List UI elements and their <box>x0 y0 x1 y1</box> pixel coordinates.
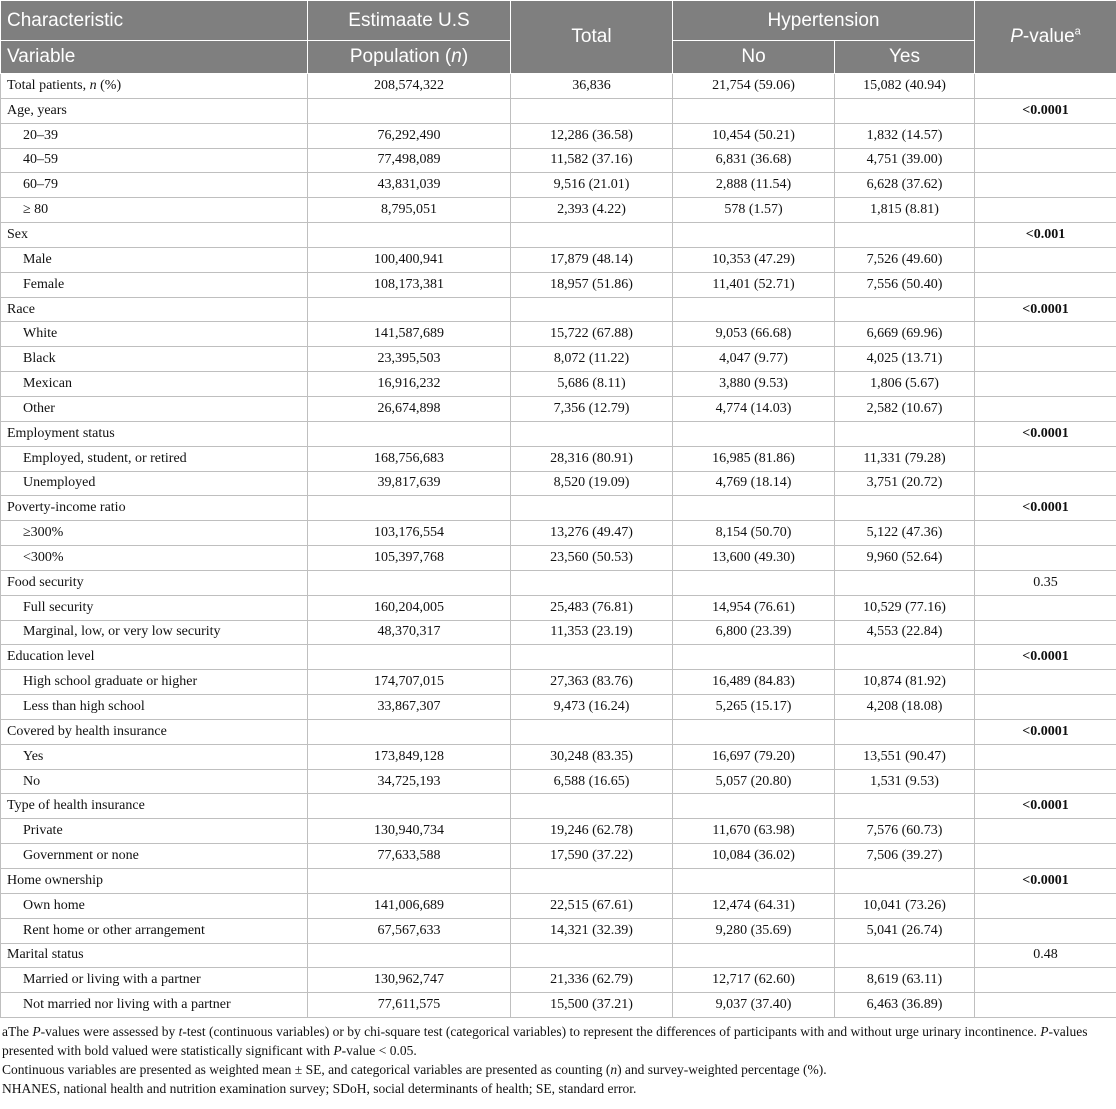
cell-no <box>673 297 835 322</box>
cell-pvalue <box>975 198 1116 223</box>
cell-pvalue <box>975 769 1116 794</box>
cell-total: 5,686 (8.11) <box>511 372 673 397</box>
cell-yes: 1,531 (9.53) <box>835 769 975 794</box>
cell-total: 2,393 (4.22) <box>511 198 673 223</box>
cell-no <box>673 98 835 123</box>
cell-total <box>511 645 673 670</box>
cell-pvalue <box>975 74 1116 99</box>
cell-no: 11,670 (63.98) <box>673 819 835 844</box>
cell-total: 11,582 (37.16) <box>511 148 673 173</box>
table-row <box>1 173 1116 198</box>
table-row <box>1 819 1116 844</box>
cell-pvalue: 0.35 <box>975 570 1116 595</box>
row-label: Yes <box>1 744 308 769</box>
cell-total: 23,560 (50.53) <box>511 546 673 571</box>
table-row <box>1 347 1116 372</box>
cell-yes <box>835 645 975 670</box>
row-label: Own home <box>1 893 308 918</box>
cell-no <box>673 794 835 819</box>
cell-population: 108,173,381 <box>308 272 511 297</box>
cell-pvalue: <0.0001 <box>975 794 1116 819</box>
cell-population: 103,176,554 <box>308 521 511 546</box>
cell-population: 100,400,941 <box>308 247 511 272</box>
cell-population: 34,725,193 <box>308 769 511 794</box>
cell-yes: 6,669 (69.96) <box>835 322 975 347</box>
cell-no: 10,084 (36.02) <box>673 844 835 869</box>
row-label: Employed, student, or retired <box>1 446 308 471</box>
cell-yes: 3,751 (20.72) <box>835 471 975 496</box>
cell-no: 11,401 (52.71) <box>673 272 835 297</box>
cell-pvalue: <0.0001 <box>975 645 1116 670</box>
cell-population <box>308 719 511 744</box>
row-label: High school graduate or higher <box>1 670 308 695</box>
row-label: Full security <box>1 595 308 620</box>
cell-yes: 11,331 (79.28) <box>835 446 975 471</box>
table-row <box>1 918 1116 943</box>
table-row <box>1 744 1116 769</box>
row-label: Age, years <box>1 98 308 123</box>
cell-pvalue: <0.001 <box>975 223 1116 248</box>
cell-total: 7,356 (12.79) <box>511 396 673 421</box>
cell-no: 9,037 (37.40) <box>673 993 835 1018</box>
cell-total <box>511 421 673 446</box>
cell-yes: 6,463 (36.89) <box>835 993 975 1018</box>
cell-pvalue: <0.0001 <box>975 98 1116 123</box>
header-variable: Variable <box>1 41 308 74</box>
cell-pvalue <box>975 918 1116 943</box>
header-no: No <box>673 41 835 74</box>
cell-no: 4,774 (14.03) <box>673 396 835 421</box>
row-label: Home ownership <box>1 869 308 894</box>
cell-population: 105,397,768 <box>308 546 511 571</box>
table-row <box>1 695 1116 720</box>
cell-total: 13,276 (49.47) <box>511 521 673 546</box>
row-label: Not married nor living with a partner <box>1 993 308 1018</box>
table-row <box>1 123 1116 148</box>
cell-no: 3,880 (9.53) <box>673 372 835 397</box>
cell-population: 43,831,039 <box>308 173 511 198</box>
header-pvalue-sup: a <box>1074 25 1081 38</box>
cell-population: 33,867,307 <box>308 695 511 720</box>
header-pvalue-p: P <box>1010 26 1023 47</box>
row-label: ≥ 80 <box>1 198 308 223</box>
cell-no <box>673 421 835 446</box>
row-label: Female <box>1 272 308 297</box>
cell-population <box>308 98 511 123</box>
cell-pvalue <box>975 471 1116 496</box>
cell-population: 130,940,734 <box>308 819 511 844</box>
cell-yes: 10,041 (73.26) <box>835 893 975 918</box>
table-row <box>1 670 1116 695</box>
cell-pvalue <box>975 347 1116 372</box>
cell-total: 28,316 (80.91) <box>511 446 673 471</box>
cell-yes: 4,208 (18.08) <box>835 695 975 720</box>
cell-total: 17,879 (48.14) <box>511 247 673 272</box>
cell-total <box>511 719 673 744</box>
cell-yes <box>835 496 975 521</box>
row-label: No <box>1 769 308 794</box>
cell-total: 17,590 (37.22) <box>511 844 673 869</box>
row-label: 20–39 <box>1 123 308 148</box>
cell-total: 18,957 (51.86) <box>511 272 673 297</box>
row-label: Food security <box>1 570 308 595</box>
table-row-category <box>1 570 1116 595</box>
table-row-category <box>1 74 1116 99</box>
cell-total <box>511 223 673 248</box>
table-row <box>1 272 1116 297</box>
cell-total <box>511 794 673 819</box>
cell-no <box>673 645 835 670</box>
row-label: Married or living with a partner <box>1 968 308 993</box>
row-label: 60–79 <box>1 173 308 198</box>
cell-pvalue: <0.0001 <box>975 421 1116 446</box>
cell-pvalue <box>975 372 1116 397</box>
cell-no <box>673 570 835 595</box>
cell-population <box>308 496 511 521</box>
cell-pvalue <box>975 993 1116 1018</box>
row-label: Education level <box>1 645 308 670</box>
cell-no: 16,985 (81.86) <box>673 446 835 471</box>
cell-pvalue <box>975 670 1116 695</box>
cell-pvalue <box>975 247 1116 272</box>
cell-total: 15,722 (67.88) <box>511 322 673 347</box>
cell-total: 9,516 (21.01) <box>511 173 673 198</box>
cell-pvalue <box>975 521 1116 546</box>
cell-no: 21,754 (59.06) <box>673 74 835 99</box>
cell-population: 130,962,747 <box>308 968 511 993</box>
cell-population: 16,916,232 <box>308 372 511 397</box>
cell-no: 5,057 (20.80) <box>673 769 835 794</box>
cell-population <box>308 943 511 968</box>
cell-pvalue <box>975 595 1116 620</box>
cell-pvalue <box>975 446 1116 471</box>
table-row <box>1 595 1116 620</box>
cell-pvalue <box>975 546 1116 571</box>
cell-yes: 5,041 (26.74) <box>835 918 975 943</box>
cell-no <box>673 719 835 744</box>
table-row-category <box>1 645 1116 670</box>
cell-yes: 4,025 (13.71) <box>835 347 975 372</box>
cell-yes <box>835 570 975 595</box>
cell-population: 8,795,051 <box>308 198 511 223</box>
cell-pvalue: <0.0001 <box>975 496 1116 521</box>
cell-population: 160,204,005 <box>308 595 511 620</box>
row-label: Male <box>1 247 308 272</box>
row-label: Race <box>1 297 308 322</box>
cell-pvalue: 0.48 <box>975 943 1116 968</box>
cell-population: 23,395,503 <box>308 347 511 372</box>
cell-population: 67,567,633 <box>308 918 511 943</box>
row-label: Rent home or other arrangement <box>1 918 308 943</box>
row-label: Marital status <box>1 943 308 968</box>
cell-yes: 1,832 (14.57) <box>835 123 975 148</box>
cell-pvalue <box>975 844 1116 869</box>
cell-population: 77,498,089 <box>308 148 511 173</box>
cell-no: 6,831 (36.68) <box>673 148 835 173</box>
table-row-category <box>1 496 1116 521</box>
cell-population: 76,292,490 <box>308 123 511 148</box>
cell-population: 77,633,588 <box>308 844 511 869</box>
cell-yes: 7,526 (49.60) <box>835 247 975 272</box>
table-row <box>1 396 1116 421</box>
cell-no: 13,600 (49.30) <box>673 546 835 571</box>
cell-total: 36,836 <box>511 74 673 99</box>
cell-total <box>511 943 673 968</box>
cell-yes <box>835 98 975 123</box>
cell-population: 141,587,689 <box>308 322 511 347</box>
row-label: Poverty-income ratio <box>1 496 308 521</box>
cell-pvalue <box>975 123 1116 148</box>
table-body <box>1 74 1116 1018</box>
table-row <box>1 620 1116 645</box>
table-footnotes <box>0 1018 1114 1098</box>
cell-yes: 6,628 (37.62) <box>835 173 975 198</box>
cell-population: 77,611,575 <box>308 993 511 1018</box>
cell-no: 9,280 (35.69) <box>673 918 835 943</box>
cell-total: 8,072 (11.22) <box>511 347 673 372</box>
table-row-category <box>1 421 1116 446</box>
cell-no: 16,697 (79.20) <box>673 744 835 769</box>
header-estimate: Estimaate U.S <box>308 1 511 41</box>
row-label: 40–59 <box>1 148 308 173</box>
cell-total: 9,473 (16.24) <box>511 695 673 720</box>
cell-total: 22,515 (67.61) <box>511 893 673 918</box>
cell-population: 174,707,015 <box>308 670 511 695</box>
header-pvalue <box>975 1 1116 74</box>
cell-no: 4,769 (18.14) <box>673 471 835 496</box>
cell-pvalue <box>975 148 1116 173</box>
cell-no: 14,954 (76.61) <box>673 595 835 620</box>
cell-total: 25,483 (76.81) <box>511 595 673 620</box>
cell-population: 168,756,683 <box>308 446 511 471</box>
cell-yes <box>835 719 975 744</box>
cell-yes: 10,874 (81.92) <box>835 670 975 695</box>
cell-no: 4,047 (9.77) <box>673 347 835 372</box>
cell-total: 30,248 (83.35) <box>511 744 673 769</box>
cell-yes <box>835 943 975 968</box>
footnote-a: aThe P-values were assessed by t-test (continuous variables) or by chi-square test (categorical variables) to represent the differences of participants with and without urge urinary incontinence. P-values presented with bold valued were statistically significant with P-value < 0.05. <box>2 1024 1088 1059</box>
cell-total: 27,363 (83.76) <box>511 670 673 695</box>
cell-population <box>308 869 511 894</box>
table-row <box>1 968 1116 993</box>
cell-total: 14,321 (32.39) <box>511 918 673 943</box>
table-row-category <box>1 943 1116 968</box>
cell-no: 2,888 (11.54) <box>673 173 835 198</box>
cell-no: 8,154 (50.70) <box>673 521 835 546</box>
table-row <box>1 844 1116 869</box>
row-label: Black <box>1 347 308 372</box>
cell-yes: 9,960 (52.64) <box>835 546 975 571</box>
table-row-category <box>1 869 1116 894</box>
row-label: Type of health insurance <box>1 794 308 819</box>
cell-yes: 13,551 (90.47) <box>835 744 975 769</box>
row-label: Sex <box>1 223 308 248</box>
table-row <box>1 769 1116 794</box>
cell-yes: 5,122 (47.36) <box>835 521 975 546</box>
cell-no: 6,800 (23.39) <box>673 620 835 645</box>
cell-yes: 4,751 (39.00) <box>835 148 975 173</box>
cell-population: 39,817,639 <box>308 471 511 496</box>
row-label: Marginal, low, or very low security <box>1 620 308 645</box>
table-row <box>1 322 1116 347</box>
table-row <box>1 546 1116 571</box>
cell-pvalue <box>975 322 1116 347</box>
table-row-category <box>1 297 1116 322</box>
cell-pvalue <box>975 695 1116 720</box>
header-population <box>308 41 511 74</box>
cell-no: 9,053 (66.68) <box>673 322 835 347</box>
row-label: Mexican <box>1 372 308 397</box>
cell-yes: 7,556 (50.40) <box>835 272 975 297</box>
cell-total <box>511 98 673 123</box>
cell-pvalue <box>975 744 1116 769</box>
cell-population <box>308 223 511 248</box>
cell-yes <box>835 421 975 446</box>
row-label: Government or none <box>1 844 308 869</box>
header-hypertension: Hypertension <box>673 1 975 41</box>
table-row <box>1 148 1116 173</box>
row-label: Unemployed <box>1 471 308 496</box>
header-population-text: Population ( <box>349 46 452 67</box>
cell-pvalue <box>975 173 1116 198</box>
cell-yes: 10,529 (77.16) <box>835 595 975 620</box>
row-label: Other <box>1 396 308 421</box>
cell-yes: 7,576 (60.73) <box>835 819 975 844</box>
cell-no <box>673 223 835 248</box>
header-yes: Yes <box>835 41 975 74</box>
footnote-c: NHANES, national health and nutrition examination survey; SDoH, social determinants of health; SE, standard error. <box>2 1081 637 1097</box>
cell-yes <box>835 794 975 819</box>
cell-pvalue <box>975 893 1116 918</box>
cell-population: 48,370,317 <box>308 620 511 645</box>
cell-yes <box>835 869 975 894</box>
table-row <box>1 471 1116 496</box>
cell-pvalue <box>975 272 1116 297</box>
row-label: <300% <box>1 546 308 571</box>
cell-yes <box>835 223 975 248</box>
cell-population: 173,849,128 <box>308 744 511 769</box>
cell-total <box>511 496 673 521</box>
footnote-b: Continuous variables are presented as weighted mean ± SE, and categorical variables are presented as counting (n) and survey-weighted percentage (%). <box>2 1062 827 1078</box>
table-row <box>1 372 1116 397</box>
cell-no: 5,265 (15.17) <box>673 695 835 720</box>
cell-no <box>673 943 835 968</box>
table-row <box>1 521 1116 546</box>
table-row-category <box>1 719 1116 744</box>
cell-yes: 8,619 (63.11) <box>835 968 975 993</box>
table-row <box>1 893 1116 918</box>
row-label: Private <box>1 819 308 844</box>
cell-total: 6,588 (16.65) <box>511 769 673 794</box>
cell-population <box>308 645 511 670</box>
table-row <box>1 247 1116 272</box>
header-population-close: ) <box>461 46 469 67</box>
row-label: Employment status <box>1 421 308 446</box>
cell-pvalue: <0.0001 <box>975 719 1116 744</box>
cell-no: 10,353 (47.29) <box>673 247 835 272</box>
table-row-category <box>1 794 1116 819</box>
cell-yes: 15,082 (40.94) <box>835 74 975 99</box>
cell-yes: 2,582 (10.67) <box>835 396 975 421</box>
cell-no: 10,454 (50.21) <box>673 123 835 148</box>
cell-population: 141,006,689 <box>308 893 511 918</box>
cell-total: 11,353 (23.19) <box>511 620 673 645</box>
cell-no: 12,474 (64.31) <box>673 893 835 918</box>
row-label: White <box>1 322 308 347</box>
cell-total: 12,286 (36.58) <box>511 123 673 148</box>
cell-total <box>511 297 673 322</box>
cell-population <box>308 570 511 595</box>
cell-population <box>308 297 511 322</box>
cell-yes: 1,806 (5.67) <box>835 372 975 397</box>
cell-total: 15,500 (37.21) <box>511 993 673 1018</box>
cell-total: 21,336 (62.79) <box>511 968 673 993</box>
cell-population <box>308 794 511 819</box>
header-total: Total <box>511 1 673 74</box>
cell-pvalue <box>975 968 1116 993</box>
cell-population <box>308 421 511 446</box>
cell-pvalue <box>975 819 1116 844</box>
cell-yes: 7,506 (39.27) <box>835 844 975 869</box>
table-row <box>1 446 1116 471</box>
row-label: Total patients, n (%) <box>1 74 308 99</box>
header-population-n: n <box>451 46 462 67</box>
cell-pvalue <box>975 620 1116 645</box>
cell-pvalue <box>975 396 1116 421</box>
cell-total: 19,246 (62.78) <box>511 819 673 844</box>
cell-no: 16,489 (84.83) <box>673 670 835 695</box>
header-characteristic: Characteristic <box>1 1 308 41</box>
cell-total <box>511 869 673 894</box>
cell-yes <box>835 297 975 322</box>
cell-no: 578 (1.57) <box>673 198 835 223</box>
row-label: Less than high school <box>1 695 308 720</box>
cell-yes: 4,553 (22.84) <box>835 620 975 645</box>
cell-no: 12,717 (62.60) <box>673 968 835 993</box>
row-label: Covered by health insurance <box>1 719 308 744</box>
cell-total <box>511 570 673 595</box>
table-header <box>1 1 1116 74</box>
table-row <box>1 993 1116 1018</box>
header-pvalue-text: -value <box>1022 26 1075 47</box>
cell-yes: 1,815 (8.81) <box>835 198 975 223</box>
row-label: ≥300% <box>1 521 308 546</box>
cell-total: 8,520 (19.09) <box>511 471 673 496</box>
table-row-category <box>1 98 1116 123</box>
table-row-category <box>1 223 1116 248</box>
cell-no <box>673 869 835 894</box>
cell-population: 208,574,322 <box>308 74 511 99</box>
cell-no <box>673 496 835 521</box>
table-row <box>1 198 1116 223</box>
cell-pvalue: <0.0001 <box>975 869 1116 894</box>
cell-population: 26,674,898 <box>308 396 511 421</box>
cell-pvalue: <0.0001 <box>975 297 1116 322</box>
